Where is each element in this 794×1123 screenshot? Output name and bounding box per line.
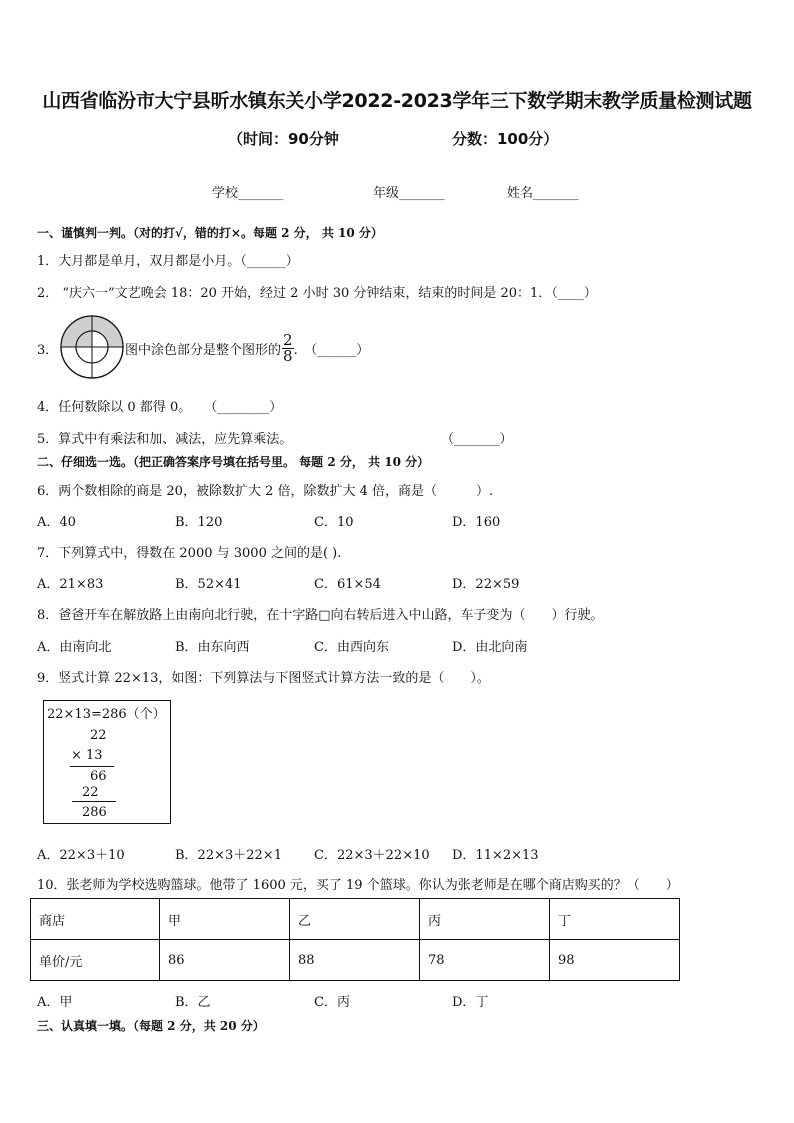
question-3-answer: . （______） [293, 342, 370, 358]
q9-option-d[interactable]: D．11×2×13 [452, 848, 539, 863]
vertical-calculation-box [43, 700, 171, 824]
school-field[interactable]: 学校_______ [212, 186, 284, 201]
circle-figure [59, 314, 125, 380]
name-field[interactable]: 姓名_______ [507, 186, 579, 201]
question-1: 1．大月都是单月，双月都是小月。（______） [37, 254, 299, 269]
question-9: 9．竖式计算 22×13，如图：下列算法与下图竖式计算方法一致的是（ ）。 [37, 671, 490, 686]
question-5-blank: （_______） [441, 432, 513, 447]
q10-option-b[interactable]: B．乙 [175, 995, 211, 1010]
table-cell: 甲 [160, 899, 290, 940]
q8-option-a[interactable]: A．由南向北 [37, 640, 112, 655]
question-3-text: 图中涂色部分是整个图形的 [125, 342, 282, 358]
calc-result: 286 [82, 805, 107, 820]
table-cell: 98 [550, 940, 680, 981]
exam-time: （时间：90分钟 [228, 130, 339, 148]
table-cell: 88 [290, 940, 420, 981]
q8-option-d[interactable]: D．由北向南 [452, 640, 528, 655]
question-3 [125, 330, 369, 366]
q10-option-a[interactable]: A．甲 [37, 995, 73, 1010]
question-4: 4．任何数除以 0 都得 0。 （________） [37, 400, 283, 415]
table-cell: 丁 [550, 899, 680, 940]
q8-option-c[interactable]: C．由西向东 [314, 640, 389, 655]
calc-multiplicand: 22 [90, 728, 107, 743]
q10-option-d[interactable]: D．丁 [452, 995, 489, 1010]
question-8: 8．爸爸开车在解放路上由南向北行驶，在十字路□向右转后进入中山路，车子变为（ ）行驶。 [37, 608, 604, 623]
q10-option-c[interactable]: C．丙 [314, 995, 350, 1010]
table-cell: 86 [160, 940, 290, 981]
question-10: 10．张老师为学校选购篮球。他带了 1600 元，买了 19 个篮球。你认为张老师是在哪个商店购买的？（ ） [37, 878, 679, 893]
grade-field[interactable]: 年级_______ [373, 186, 445, 201]
question-3-number: 3． [37, 343, 59, 358]
calc-partial-1: 66 [90, 769, 107, 784]
q9-option-c[interactable]: C．22×3＋22×10 [314, 848, 430, 863]
page-title: 山西省临汾市大宁县昕水镇东关小学2022-2023学年三下数学期末教学质量检测试题 [42, 90, 752, 112]
table-cell: 乙 [290, 899, 420, 940]
exam-score: 分数：100分） [452, 130, 559, 148]
question-7: 7．下列算式中，得数在 2000 与 3000 之间的是( ). [37, 546, 342, 561]
section-2-heading: 二、仔细选一选。（把正确答案序号填在括号里。 每题 2 分， 共 10 分） [37, 455, 430, 469]
q7-option-c[interactable]: C．61×54 [314, 577, 381, 592]
q7-option-b[interactable]: B．52×41 [175, 577, 242, 592]
calc-partial-2: 22 [82, 785, 99, 800]
q6-option-c[interactable]: C．10 [314, 515, 354, 530]
q6-option-b[interactable]: B．120 [175, 515, 223, 530]
q7-option-a[interactable]: A．21×83 [37, 577, 104, 592]
fraction-numerator: 2 [283, 330, 293, 349]
q8-option-b[interactable]: B．由东向西 [175, 640, 250, 655]
q7-option-d[interactable]: D．22×59 [452, 577, 520, 592]
q9-option-b[interactable]: B．22×3＋22×1 [175, 848, 282, 863]
table-row [31, 899, 680, 940]
fraction [282, 330, 294, 365]
price-table [30, 898, 680, 981]
section-3-heading: 三、认真填一填。（每题 2 分，共 20 分） [37, 1019, 265, 1033]
calc-header: 22×13=286（个） [47, 707, 166, 722]
calc-multiplier: × 13 [71, 748, 103, 763]
q6-option-d[interactable]: D．160 [452, 515, 501, 530]
question-6: 6．两个数相除的商是 20，被除数扩大 2 倍，除数扩大 4 倍，商是（ ）. [37, 484, 494, 499]
fraction-denominator: 8 [283, 346, 293, 365]
section-1-heading: 一、谨慎判一判。（对的打√，错的打×。每题 2 分， 共 10 分） [37, 226, 383, 240]
calc-line-2 [72, 801, 116, 802]
table-cell: 单价/元 [31, 940, 160, 981]
table-cell: 78 [420, 940, 550, 981]
question-5: 5．算式中有乘法和加、减法，应先算乘法。 [37, 432, 293, 447]
q9-option-a[interactable]: A．22×3＋10 [37, 848, 125, 863]
table-cell: 商店 [31, 899, 160, 940]
q6-option-a[interactable]: A．40 [37, 515, 76, 530]
table-cell: 丙 [420, 899, 550, 940]
question-2: 2． “庆六一”文艺晚会 18：20 开始，经过 2 小时 30 分钟结束，结束的时间是 20：1．（____） [37, 286, 597, 301]
table-row [31, 940, 680, 981]
calc-line-1 [70, 766, 114, 767]
